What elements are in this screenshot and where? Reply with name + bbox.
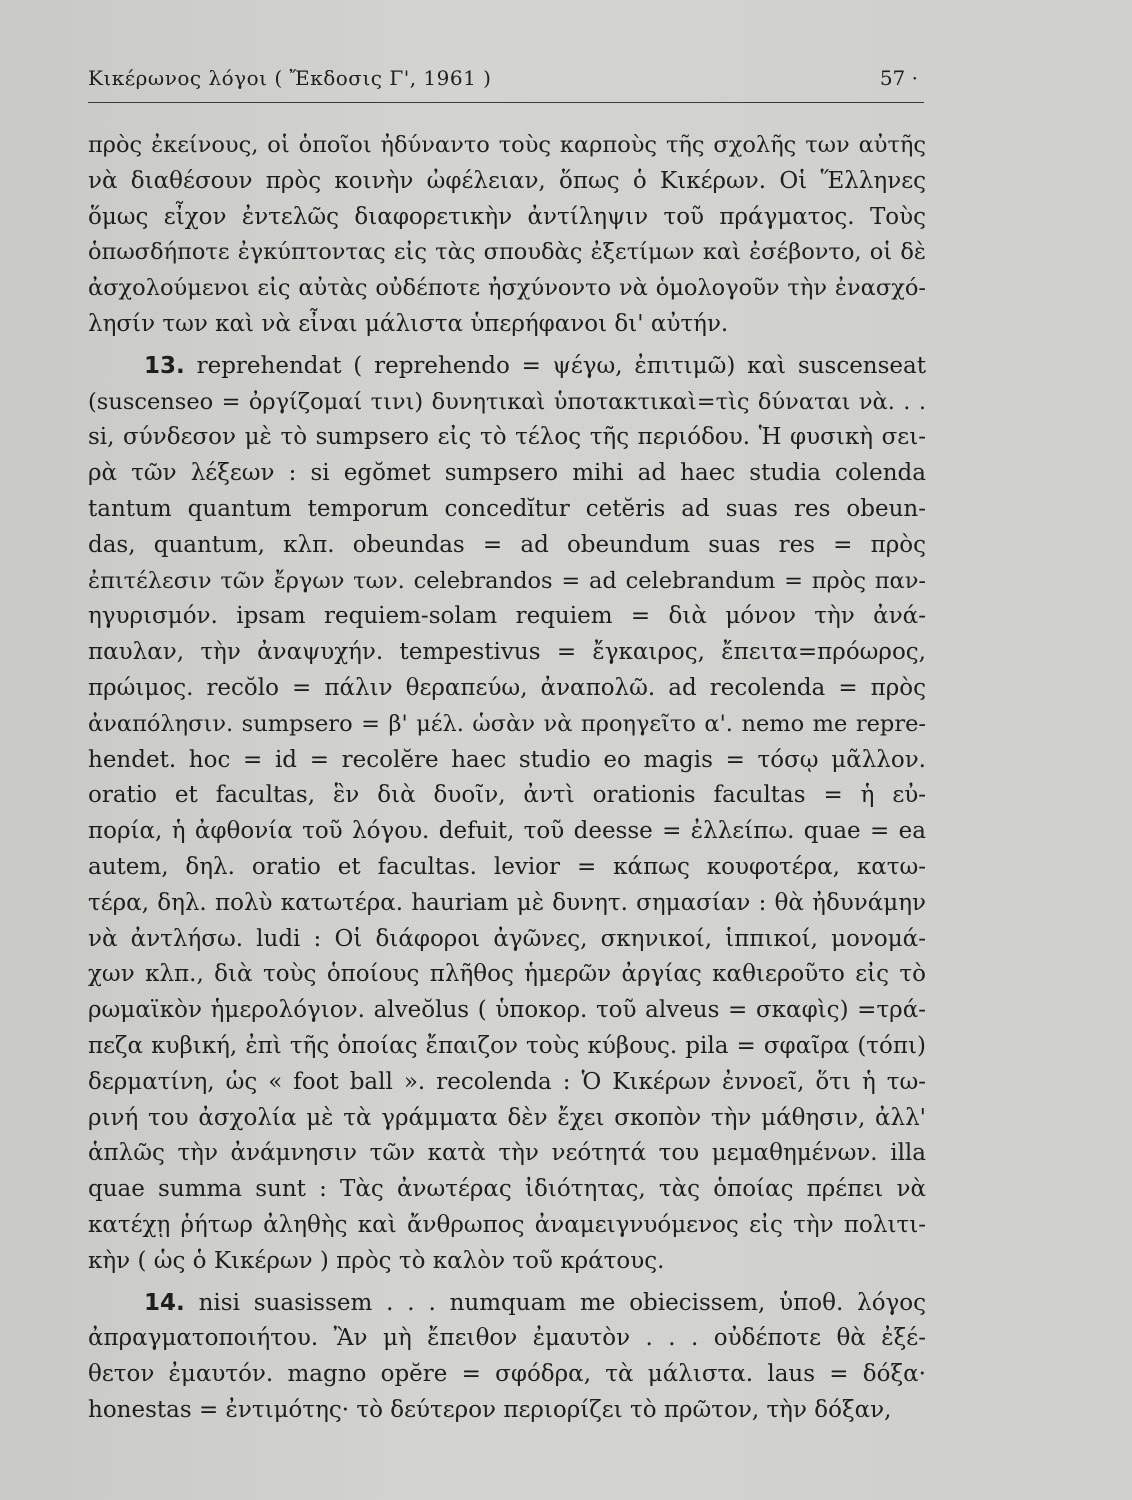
- text-line: [88, 1357, 926, 1393]
- paragraph-13: [88, 349, 926, 1280]
- text-line: [88, 1172, 926, 1208]
- text-line: [88, 671, 926, 707]
- line-text: κὴν ( ὡς ὁ Κικέρων ) πρὸς τὸ καλὸν τοῦ κράτους.: [88, 1247, 665, 1274]
- line-text: λησίν των καὶ νὰ εἶναι μάλιστα ὑπερήφανοι δι' αὐτήν.: [88, 310, 729, 337]
- running-title: Κικέρωνος λόγοι ( Ἔκδοσις Γ', 1961 ): [88, 66, 492, 90]
- line-text: tantum quantum temporum concedĭtur cetĕris ad suas res obeun-: [88, 495, 926, 522]
- text-line: [88, 922, 926, 958]
- line-text: ρωμαϊκὸν ἡμερολόγιον. alveŏlus ( ὑποκορ. τοῦ alveus = σκαφὶς) =τρά-: [88, 997, 926, 1024]
- text-line: [88, 886, 926, 922]
- line-text: hendet. hoc = id = recolĕre haec studio eo magis = τόσῳ μᾶλλον.: [88, 746, 926, 773]
- text-line: [88, 528, 926, 564]
- text-line: [88, 957, 926, 993]
- line-text: πορία, ἡ ἀφθονία τοῦ λόγου. defuit, τοῦ deesse = ἐλλείπω. quae = ea: [88, 818, 926, 845]
- line-text: πεζα κυβική, ἐπὶ τῆς ὁποίας ἔπαιζον τοὺς κύβους. pila = σφαῖρα (τόπι): [88, 1032, 926, 1059]
- line-text: ηγυρισμόν. ipsam requiem-solam requiem = διὰ μόνον τὴν ἀνά-: [88, 603, 926, 630]
- line-text: πρώιμος. recŏlo = πάλιν θεραπεύω, ἀναπολῶ. ad recolenda = πρὸς: [88, 674, 926, 701]
- text-line: [88, 564, 926, 600]
- line-text: ἀπραγματοποιήτου. Ἂν μὴ ἔπειθον ἐμαυτὸν . . . οὐδέποτε θὰ ἐξέ-: [88, 1325, 926, 1352]
- text-line: [88, 128, 926, 164]
- line-text: autem, δηλ. oratio et facultas. levior = κάπως κουφοτέρα, κατω-: [88, 853, 926, 880]
- text-line: [88, 492, 926, 528]
- text-line: [88, 1136, 926, 1172]
- text-line: [88, 164, 926, 200]
- line-text: ὅμως εἶχον ἐντελῶς διαφορετικὴν ἀντίληψιν τοῦ πράγματος. Τοὺς: [88, 203, 926, 230]
- page-number: 57 ·: [879, 66, 918, 90]
- line-text: τέρα, δηλ. πολὺ κατωτέρα. hauriam μὲ δυνητ. σημασίαν : θὰ ἠδυνάμην: [88, 889, 926, 916]
- text-line: [88, 420, 926, 456]
- text-line: [88, 200, 926, 236]
- paragraph-number: 13.: [144, 352, 185, 379]
- text-line: [88, 1321, 926, 1357]
- text-line: [88, 1208, 926, 1244]
- line-text: ἁπλῶς τὴν ἀνάμνησιν τῶν κατὰ τὴν νεότητά του μεμαθημένων. illa: [88, 1140, 926, 1167]
- line-text: ρινή του ἀσχολία μὲ τὰ γράμματα δὲν ἔχει σκοπὸν τὴν μάθησιν, ἀλλ': [88, 1104, 926, 1131]
- line-text: ἐπιτέλεσιν τῶν ἔργων των. celebrandos = ad celebrandum = πρὸς παν-: [88, 567, 926, 594]
- line-text: παυλαν, τὴν ἀναψυχήν. tempestivus = ἔγκαιρος, ἔπειτα=πρόωρος,: [88, 639, 926, 666]
- line-text: πρὸς ἐκείνους, οἱ ὁποῖοι ἠδύναντο τοὺς καρποὺς τῆς σχολῆς των αὐτῆς: [88, 132, 926, 158]
- paragraph-14: [88, 1286, 926, 1429]
- text-line: [88, 993, 926, 1029]
- text-line: [88, 1029, 926, 1065]
- text-line: [88, 599, 926, 635]
- text-line: [88, 635, 926, 671]
- line-text: ρὰ τῶν λέξεων : si egŏmet sumpsero mihi ad haec studia colenda: [88, 460, 926, 487]
- line-text: χων κλπ., διὰ τοὺς ὁποίους πλῆθος ἡμερῶν ἀργίας καθιεροῦτο εἰς τὸ: [88, 961, 926, 988]
- text-line: [88, 1244, 926, 1280]
- text-line: [88, 778, 926, 814]
- line-text: νὰ διαθέσουν πρὸς κοινὴν ὠφέλειαν, ὅπως ὁ Κικέρων. Οἱ Ἕλληνες: [88, 167, 926, 194]
- text-line: [88, 707, 926, 743]
- line-text: νὰ ἀντλήσω. ludi : Οἱ διάφοροι ἀγῶνες, σκηνικοί, ἱππικοί, μονομά-: [88, 925, 926, 952]
- line-text: reprehendat ( reprehendo = ψέγω, ἐπιτιμῶ) καὶ suscenseat: [196, 352, 926, 379]
- paragraph-continuation: [88, 128, 926, 343]
- text-line: [88, 743, 926, 779]
- line-text: si, σύνδεσον μὲ τὸ sumpsero εἰς τὸ τέλος τῆς περιόδου. Ἡ φυσικὴ σει-: [88, 424, 926, 451]
- line-text: nisi suasissem . . . numquam me obiecissem, ὑποθ. λόγος: [198, 1289, 927, 1316]
- line-text: honestas = ἐντιμότης· τὸ δεύτερον περιορίζει τὸ πρῶτον, τὴν δόξαν,: [88, 1396, 892, 1423]
- line-text: ὁπωσδήποτε ἐγκύπτοντας εἰς τὰς σπουδὰς ἐξετίμων καὶ ἐσέβοντο, οἱ δὲ: [88, 239, 926, 266]
- page-header: [88, 66, 924, 103]
- text-line: [88, 814, 926, 850]
- text-line: [88, 307, 926, 343]
- line-text: (suscenseo = ὀργίζομαί τινι) δυνητικαὶ ὑποτακτικαὶ=τὶς δύναται νὰ. . .: [88, 388, 926, 415]
- text-line: [88, 1286, 926, 1322]
- text-line: [88, 1393, 926, 1429]
- line-text: das, quantum, κλπ. obeundas = ad obeundum suas res = πρὸς: [88, 531, 926, 558]
- text-line: [88, 456, 926, 492]
- text-line: [88, 385, 926, 421]
- paragraph-number: 14.: [144, 1289, 185, 1316]
- text-line: [88, 1101, 926, 1137]
- text-line: [88, 1065, 926, 1101]
- line-text: ἀσχολούμενοι εἰς αὐτὰς οὐδέποτε ἠσχύνοντο νὰ ὁμολογοῦν τὴν ἐνασχό-: [88, 275, 926, 302]
- line-text: δερματίνη, ὡς « foot ball ». recolenda : Ὁ Κικέρων ἐννοεῖ, ὅτι ἡ τω-: [88, 1068, 926, 1095]
- line-text: ἀναπόλησιν. sumpsero = β' μέλ. ὡσὰν νὰ προηγεῖτο α'. nemo me repre-: [88, 710, 926, 737]
- text-line: [88, 850, 926, 886]
- text-line: [88, 271, 926, 307]
- text-line: [88, 235, 926, 271]
- text-line: [88, 349, 926, 385]
- line-text: κατέχῃ ῥήτωρ ἀληθὴς καὶ ἄνθρωπος ἀναμειγνυόμενος εἰς τὴν πολιτι-: [88, 1211, 926, 1238]
- line-text: quae summa sunt : Τὰς ἀνωτέρας ἰδιότητας, τὰς ὁποίας πρέπει νὰ: [88, 1176, 926, 1203]
- body-text: [88, 128, 926, 1429]
- line-text: θετον ἐμαυτόν. magno opĕre = σφόδρα, τὰ μάλιστα. laus = δόξα·: [88, 1361, 926, 1388]
- line-text: oratio et facultas, ἓν διὰ δυοῖν, ἀντὶ orationis facultas = ἡ εὐ-: [88, 782, 926, 809]
